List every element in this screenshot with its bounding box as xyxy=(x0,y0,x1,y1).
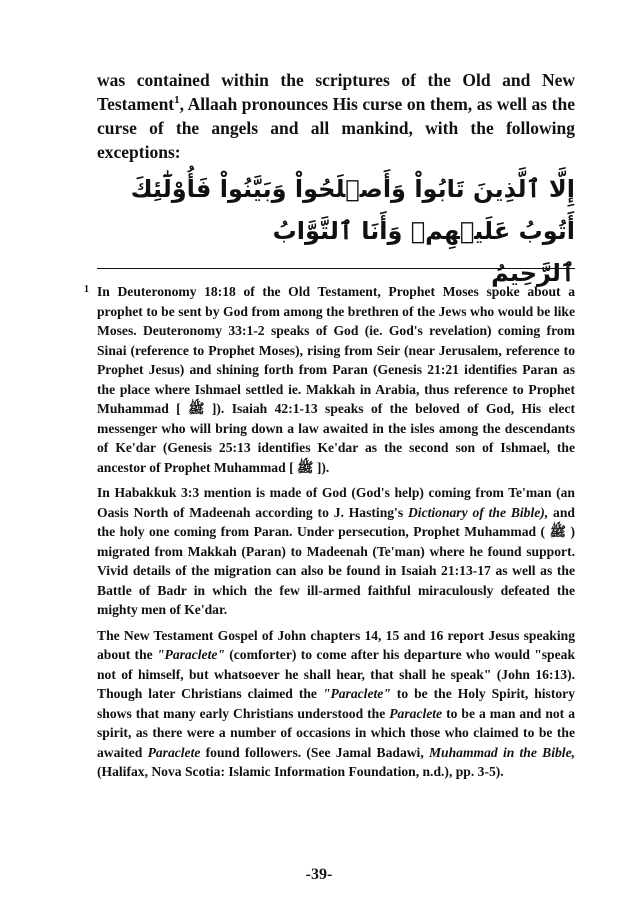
footnote-paragraph-2-text-b: and the holy one coming from Paran. Under persecution, Prophet Muhammad ( ﷺ ) migrated from Makkah (Paran) to Madeenah (Te'man) where he found support. Vivid details of the migration can also be found in Isaiah 21:13-17 as well as the Battle of Badr in which the few ill-armed faithful miraculously defeated the mighty men of Ke'dar. xyxy=(97,504,575,617)
footnote-paragraph-3-text-d: to be a man and not a spirit, as there were a number of occasions in which those who claimed to be the awaited xyxy=(97,705,575,760)
quran-verse-line-2: ٱلرَّحِيمُ xyxy=(491,259,575,287)
footnote-reference: 1 xyxy=(174,94,180,107)
footnote-paragraph-3-text-f: (Halifax, Nova Scotia: Islamic Information Foundation, n.d.), pp. 3-5). xyxy=(97,764,504,779)
paraclete-italic-3: Paraclete xyxy=(389,705,443,721)
footnote-paragraph-1 xyxy=(84,282,575,477)
book-title-italic: Dictionary of the Bible), xyxy=(407,504,549,520)
main-paragraph xyxy=(97,68,575,164)
footnote-paragraph-1-text: In Deuteronomy 18:18 of the Old Testament, Prophet Moses spoke about a prophet to be sent by God from among the brethren of the Jews who would be like Moses. Deuteronomy 33:1-2 speaks of God (ie. God's revelation) coming from Sinai (reference to Prophet Moses), rising from Seir (near Jerusalem, reference to Prophet Jesus) and shining forth from Paran (Genesis 21:21 identifies Paran as the place where Ishmael settled ie. Makkah in Arabia, thus reference to Prophet Muhammad [ ﷺ ]). Isaiah 42:1-13 speaks of the beloved of God, His elect messenger who will bring down a law awaited in the isles among the descendants of Ke'dar (Genesis 25:13 identifies Ke'dar as the second son of Ishmael, the ancestor of Prophet Muhammad [ ﷺ ]). xyxy=(97,284,575,475)
footnote-divider xyxy=(97,268,575,269)
page-number: -39- xyxy=(305,866,333,883)
footnote-paragraph-3-text-a: The New Testament Gospel of John chapters 14, 15 and 16 report Jesus speaking about the xyxy=(97,627,575,662)
paraclete-italic-2: "Paraclete" xyxy=(322,686,391,701)
footnote-paragraph-3-text-c: to be the Holy Spirit, history shows that many early Christians understood the xyxy=(97,686,575,721)
main-text-start: was contained within the scriptures of the Old and New Testament xyxy=(97,70,575,114)
footnote-paragraph-3-text-e: found followers. (See Jamal Badawi, xyxy=(200,744,429,760)
footnote-paragraph-3-text-b: (comforter) to come after his departure who would "speak not of himself, but whatsoever he shall hear, that shall he speak" (John 16:13). Though later Christians claimed the xyxy=(97,647,575,701)
quran-verse xyxy=(105,168,575,294)
footnote-paragraph-3 xyxy=(97,626,575,782)
footnote-paragraph-2 xyxy=(97,483,575,620)
footnote xyxy=(84,282,575,788)
main-text-end: , Allaah pronounces His curse on them, as well as the curse of the angels and all mankind, with the following exceptions: xyxy=(97,94,575,162)
footnote-paragraph-2-text-a: In Habakkuk 3:3 mention is made of God (God's help) coming from Te'man (an Oasis North of Madeenah according to J. Hasting's xyxy=(97,485,575,520)
paraclete-italic-4: Paraclete xyxy=(147,744,201,760)
paraclete-italic-1: "Paraclete" xyxy=(156,647,225,662)
footnote-marker: 1 xyxy=(84,284,89,295)
book-title-italic-2: Muhammad in the Bible, xyxy=(428,744,575,760)
quran-verse-line-1: إِلَّا ٱلَّذِينَ تَابُواْ وَأَصۡلَحُواْ وَبَيَّنُواْ فَأُوْلَٰٓئِكَ أَتُوبُ عَلَيۡهِمۡ وَأَنَا ٱلتَّوَّابُ xyxy=(130,175,575,245)
